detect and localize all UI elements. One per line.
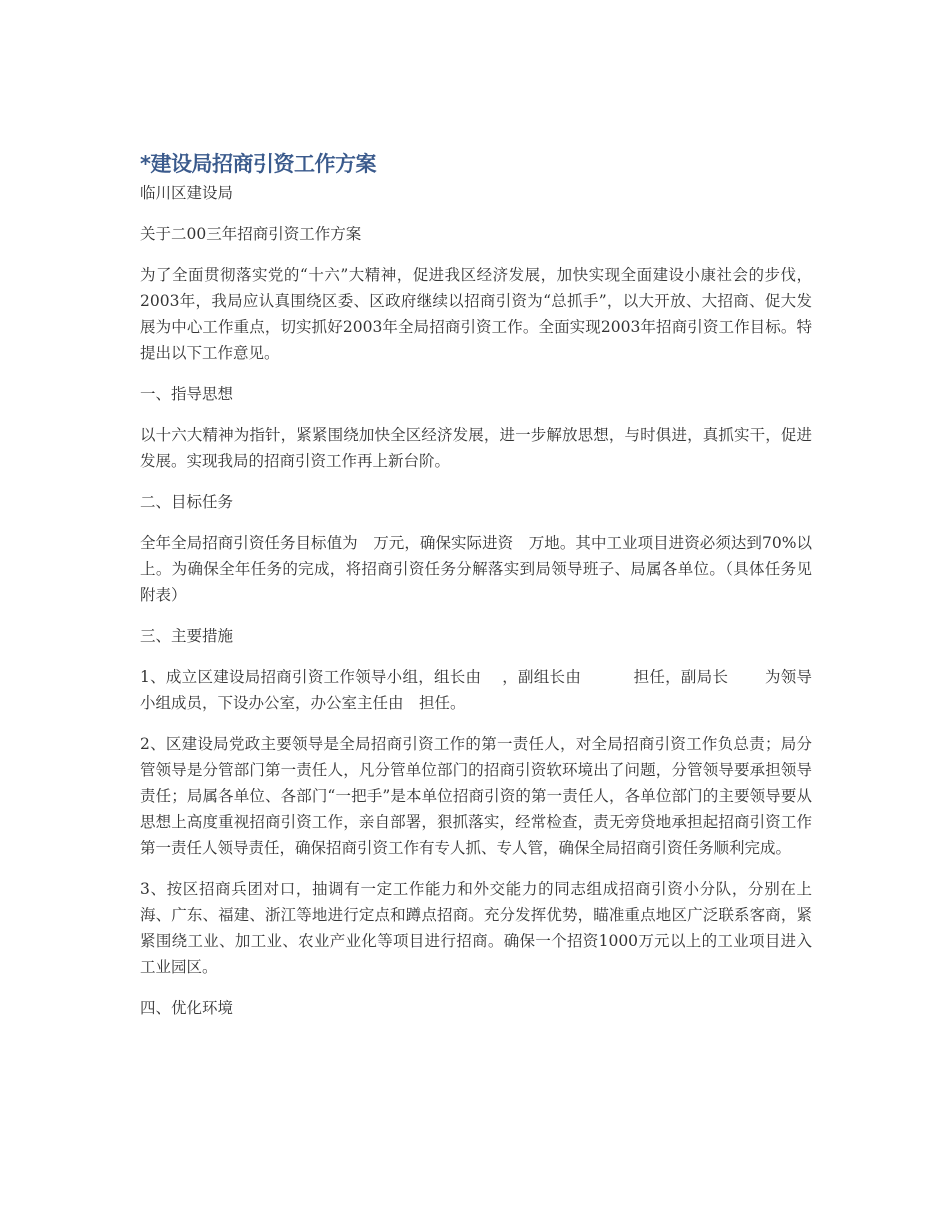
plan-heading: 关于二00三年招商引资工作方案 [140,225,362,243]
guiding-ideology-paragraph: 以十六大精神为指针，紧紧围绕加快全区经济发展，进一步解放思想，与时俱进，真抓实干，促进发展。实现我局的招商引资工作再上新台阶。 [140,426,812,470]
measure-item-1: 1、成立区建设局招商引资工作领导小组，组长由 ，副组长由 担任，副局长 为领导小组成员，下设办公室，办公室主任由 担任。 [140,668,812,712]
section-heading-measures: 三、主要措施 [140,627,234,645]
intro-paragraph: 为了全面贯彻落实党的“十六”大精神，促进我区经济发展，加快实现全面建设小康社会的步伐，2003年，我局应认真围绕区委、区政府继续以招商引资为“总抓手”，以大开放、大招商、促大发展为中心工作重点，切实抓好2003年全局招商引资工作。全面实现2003年招商引资工作目标。特提出以下工作意见。 [140,266,812,362]
measure-item-3: 3、按区招商兵团对口，抽调有一定工作能力和外交能力的同志组成招商引资小分队，分别在上海、广东、福建、浙江等地进行定点和蹲点招商。充分发挥优势，瞄准重点地区广泛联系客商，紧紧围绕工业、加工业、农业产业化等项目进行招商。确保一个招资1000万元以上的工业项目进入工业园区。 [140,880,812,976]
document-title: *建设局招商引资工作方案 [140,152,376,176]
measure-item-2: 2、区建设局党政主要领导是全局招商引资工作的第一责任人，对全局招商引资工作负总责；局分管领导是分管部门第一责任人，凡分管单位部门的招商引资软环境出了问题，分管领导要承担领导责任；局属各单位、各部门“一把手”是本单位招商引资的第一责任人，各单位部门的主要领导要从思想上高度重视招商引资工作，亲自部署，狠抓落实，经常检查，责无旁贷地承担起招商引资工作第一责任人领导责任，确保招商引资工作有专人抓、专人管，确保全局招商引资任务顺利完成。 [140,735,812,857]
section-heading-environment: 四、优化环境 [140,999,234,1017]
document-author: 临川区建设局 [140,184,234,202]
targets-paragraph: 全年全局招商引资任务目标值为 万元，确保实际进资 万地。其中工业项目进资必须达到70%以上。为确保全年任务的完成，将招商引资任务分解落实到局领导班子、局属各单位。（具体任务见附表） [140,534,812,604]
document-page [140,148,812,1036]
section-heading-guiding-ideology: 一、指导思想 [140,385,234,403]
section-heading-targets: 二、目标任务 [140,493,234,511]
